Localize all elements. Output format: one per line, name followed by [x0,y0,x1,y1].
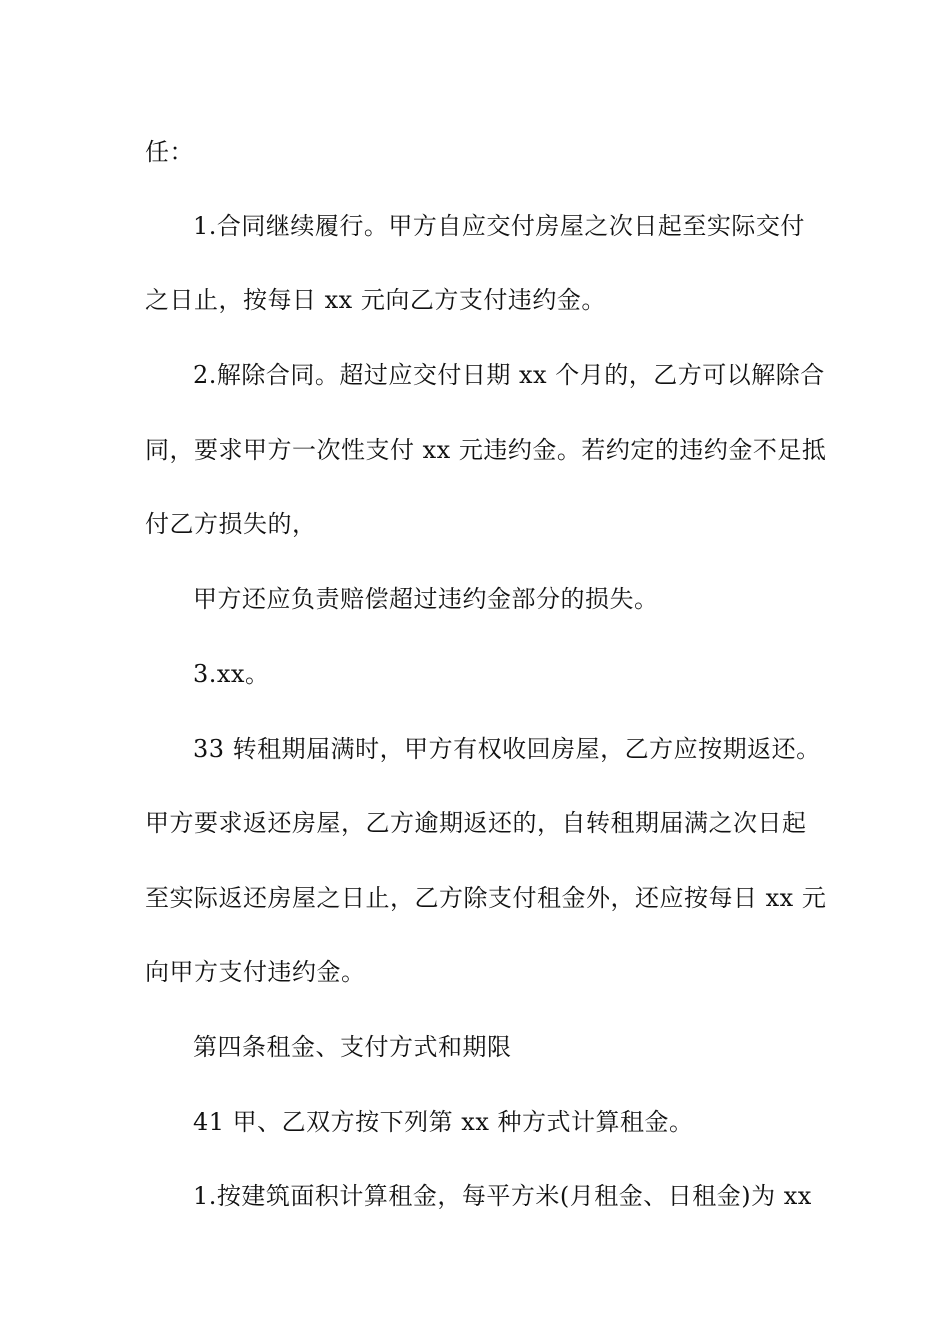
text-line: 至实际返还房屋之日止，乙方除支付租金外，还应按每日 xx 元 [145,884,827,912]
text-line: 付乙方损失的， [145,510,317,538]
text-line: 向甲方支付违约金。 [145,958,366,986]
text-line: 任： [145,138,194,166]
text-line: 1.合同继续履行。甲方自应交付房屋之次日起至实际交付 [193,212,805,240]
text-line: 第四条租金、支付方式和期限 [193,1033,512,1061]
text-line: 甲方还应负责赔偿超过违约金部分的损失。 [193,585,659,613]
text-line: 33 转租期届满时，甲方有权收回房屋，乙方应按期返还。 [193,735,821,763]
text-line: 甲方要求返还房屋，乙方逾期返还的，自转租期届满之次日起 [145,809,807,837]
text-line: 同，要求甲方一次性支付 xx 元违约金。若约定的违约金不足抵 [145,436,827,464]
text-line: 3.xx。 [193,660,270,688]
text-line: 1.按建筑面积计算租金，每平方米(月租金、日租金)为 xx [193,1182,812,1210]
text-line: 之日止，按每日 xx 元向乙方支付违约金。 [145,286,606,314]
text-line: 2.解除合同。超过应交付日期 xx 个月的，乙方可以解除合 [193,361,825,389]
text-line: 41 甲、乙双方按下列第 xx 种方式计算租金。 [193,1108,694,1136]
